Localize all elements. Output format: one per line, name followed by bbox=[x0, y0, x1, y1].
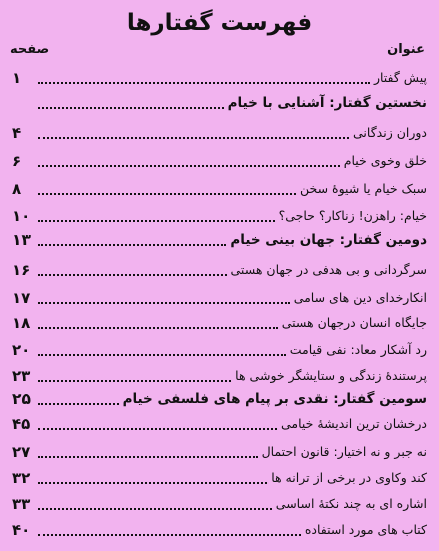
toc-entry bbox=[12, 149, 427, 173]
toc-entry bbox=[12, 492, 427, 516]
toc-entry-title: دومین گفتار: جهان بینی خیام bbox=[230, 232, 427, 248]
toc-entry-title: جایگاه انسان درجهان هستی bbox=[281, 315, 427, 330]
toc-entry-page-number: ۶ bbox=[12, 152, 22, 170]
toc-entry bbox=[12, 311, 427, 335]
toc-entry-title: درخشان ترین اندیشهٔ خیامی bbox=[280, 416, 427, 431]
dot-leader bbox=[38, 498, 272, 510]
toc-entry-page-number: ۴۰ bbox=[12, 521, 31, 539]
toc-entry-page-number: ۱۷ bbox=[12, 289, 31, 307]
toc-entry-page-number: ۱۰ bbox=[12, 207, 31, 225]
toc-entry-title: سرگردانی و بی هدفی در جهان هستی bbox=[230, 262, 427, 277]
dot-leader bbox=[38, 183, 296, 195]
toc-entry bbox=[12, 466, 427, 490]
dot-leader bbox=[38, 344, 286, 356]
topic-column-header: عنوان bbox=[387, 42, 425, 57]
dot-leader bbox=[38, 292, 290, 304]
toc-entry-title: اشاره ای به چند نکتهٔ اساسی bbox=[275, 496, 427, 511]
toc-entry-page-number: ۱۳ bbox=[12, 231, 31, 249]
toc-entry bbox=[12, 387, 427, 411]
dot-leader bbox=[38, 210, 275, 222]
toc-entry bbox=[12, 286, 427, 310]
toc-entry bbox=[12, 412, 427, 436]
dot-leader bbox=[38, 472, 267, 484]
dot-leader bbox=[38, 127, 349, 139]
dot-leader bbox=[38, 155, 340, 167]
toc-entry bbox=[12, 121, 427, 145]
toc-entry-page-number: ۳۳ bbox=[12, 495, 31, 513]
toc-entry-title: انکارخدای دین های سامی bbox=[293, 290, 427, 305]
dot-leader bbox=[38, 524, 301, 536]
dot-leader bbox=[38, 97, 224, 109]
toc-entry-title: سبک خیام یا شیوهٔ سخن bbox=[300, 181, 427, 196]
toc-entry bbox=[12, 258, 427, 282]
toc-entry-title: کند وکاوی در برخی از ترانه ها bbox=[271, 470, 427, 485]
toc-entry-page-number: ۲۷ bbox=[12, 443, 31, 461]
toc-entry bbox=[12, 338, 427, 362]
dot-leader bbox=[38, 264, 227, 276]
toc-entry-title: پرستندهٔ زندگی و ستایشگر خوشی ها bbox=[235, 368, 427, 383]
toc-entry-page-number: ۱ bbox=[12, 69, 22, 87]
toc-entry bbox=[12, 91, 427, 115]
toc-entry-page-number: ۳۲ bbox=[12, 469, 31, 487]
dot-leader bbox=[38, 234, 226, 246]
toc-entry-page-number: ۲۰ bbox=[12, 341, 31, 359]
toc-entry-title: رد آشکار معاد: نفی قیامت bbox=[289, 342, 427, 357]
toc-entry-page-number: ۱۶ bbox=[12, 261, 31, 279]
page-column-header: صفحه bbox=[10, 42, 50, 57]
toc-entry bbox=[12, 364, 427, 388]
toc-entry-page-number: ۴۵ bbox=[12, 415, 31, 433]
toc-entry-page-number: ۴ bbox=[12, 124, 22, 142]
toc-entry-title: نه جبر و نه اختیار: قانون احتمال bbox=[261, 444, 427, 459]
dot-leader bbox=[38, 72, 370, 84]
dot-leader bbox=[38, 446, 258, 458]
toc-entry-title: خیام: راهزن! زناکار؟ حاجی؟ bbox=[278, 208, 427, 223]
toc-entry bbox=[12, 518, 427, 542]
toc-entry-title: کتاب های مورد استفاده bbox=[304, 522, 427, 537]
toc-entry-page-number: ۲۳ bbox=[12, 367, 31, 385]
toc-entry-title: پیش گفتار bbox=[373, 70, 427, 85]
toc-entry-page-number: ۲۵ bbox=[12, 390, 31, 408]
page-title: فهرست گفتارها bbox=[126, 10, 313, 36]
dot-leader bbox=[38, 418, 277, 430]
toc-entry-title: نخستین گفتار: آشنایی با خیام bbox=[227, 95, 427, 111]
toc-entry-page-number: ۸ bbox=[12, 180, 22, 198]
toc-entry-title: سومین گفتار: نقدی بر پیام های فلسفی خیام bbox=[122, 391, 427, 407]
dot-leader bbox=[38, 370, 231, 382]
dot-leader bbox=[38, 393, 119, 405]
toc-entry bbox=[12, 177, 427, 201]
dot-leader bbox=[38, 317, 278, 329]
toc-entry bbox=[12, 440, 427, 464]
toc-entry-title: دوران زندگانی bbox=[353, 125, 427, 140]
toc-entry bbox=[12, 204, 427, 228]
toc-entry bbox=[12, 228, 427, 252]
toc-entry-title: خلق وخوی خیام bbox=[343, 153, 427, 168]
toc-entry-page-number: ۱۸ bbox=[12, 314, 31, 332]
toc-entry bbox=[12, 66, 427, 90]
